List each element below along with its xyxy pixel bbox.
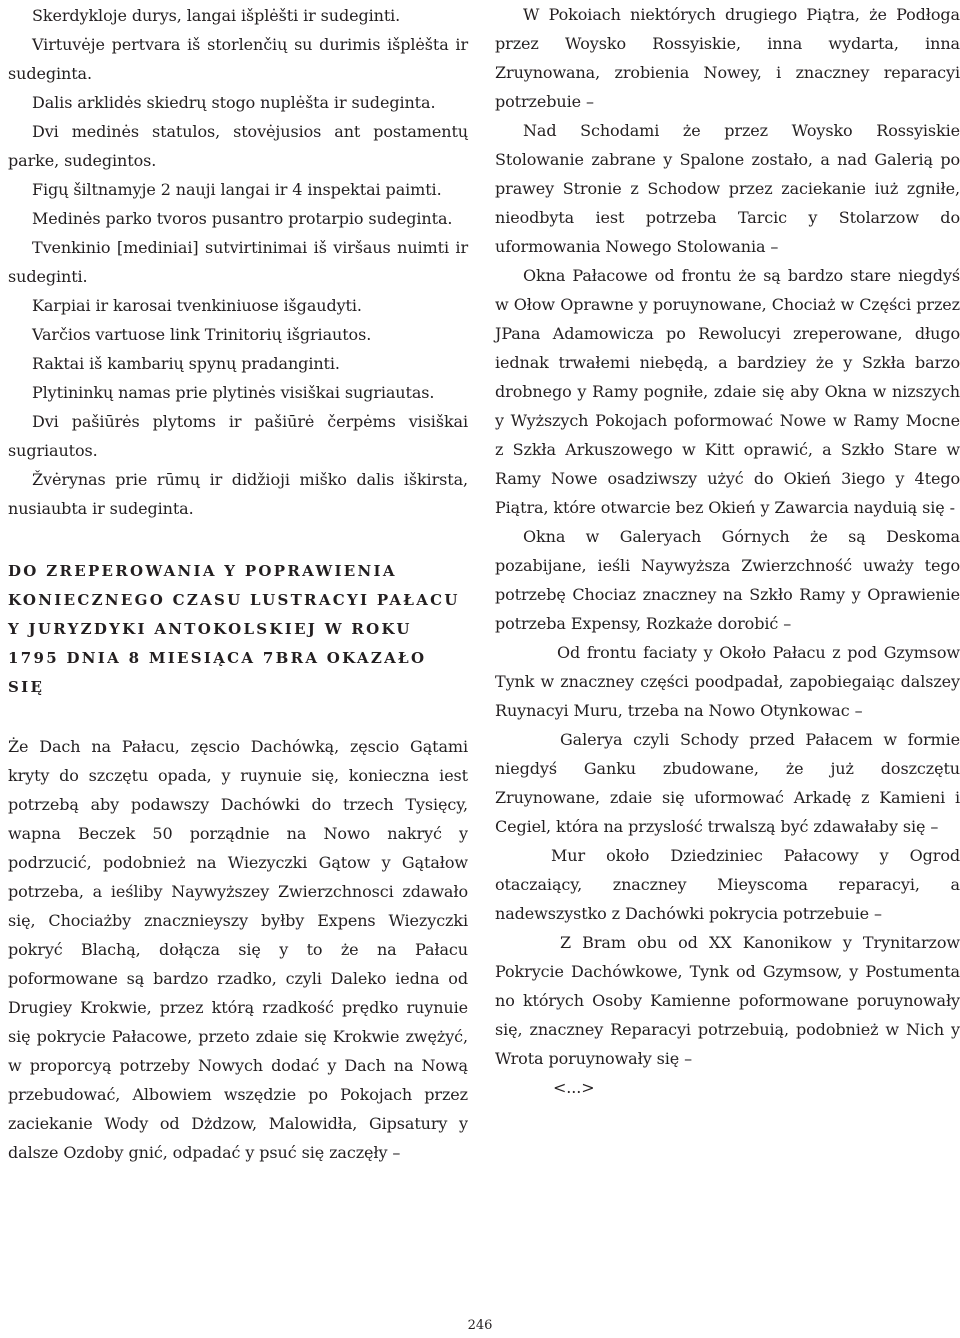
- page-number: 246: [467, 1318, 493, 1333]
- body-paragraph: Że Dach na Pałacu, zęscio Dachówką, zęscio Gątami kryty do szczętu opada, y ruynuie się, konieczna iest potrzebą aby podawszy Dachówki do trzech Tysięcy, wapna Beczek 50 porządnie na Nowo nakryć y podrzucić, podobnież na Wiezyczki Gątow y Gątałow potrzeba, a ieśliby Naywyższey Zwierzchnosci zdawało się, Chociażby znacznieyszy byłby Expens Wiezyczki pokryć Blachą, dołącza się y to że na Pałacu poformowane są bardzo rzadko, czyli Daleko iedna od Drugiey Krokwie, przez którą rzadkość prędko ruynuie się pokrycie Pałacowe, przeto zdaie się Krokwie zwężyć, w proporcyą potrzeby Nowych dodać y Dach na Nową przebudować, Albowiem wszędzie po Pokojach przez zaciekanie Wody od Dżdzow, Malowidła, Gipsatury y dalsze Ozdoby gnić, odpadać y psuć się zaczęły –: [8, 737, 468, 1162]
- list-item: Dalis arklidės skiedrų stogo nuplėšta ir sudeginta.: [32, 93, 436, 112]
- body-paragraph: Nad Schodami że przez Woysko Rossyiskie Stolowanie zabrane y Spalone zostało, a nad Galerią po prawey Stronie z Schodow przez zaciekanie iuż zgniłe, nieodbyta iest potrzeba Tarcic y Stolarzow do uformowania Nowego Stolowania –: [495, 121, 960, 256]
- list-item: Dvi medinės statulos, stovėjusios ant postamentų parke, sudegintos.: [8, 122, 468, 170]
- body-paragraph: Od frontu faciaty y Około Pałacu z pod Gzymsow Tynk w znaczney części poodpadał, zapobiegaiąc dalszey Ruynacyi Muru, trzeba na Nowo Otynkowac –: [495, 643, 960, 720]
- section-body: [8, 732, 468, 1167]
- list-item: Tvenkinio [mediniai] sutvirtinimai iš viršaus nuimti ir sudeginti.: [8, 238, 468, 286]
- body-paragraph: W Pokoiach niektórych drugiego Piątra, że Podłoga przez Woysko Rossyiskie, inna wydarta, inna Zruynowana, zrobienia Nowey, i znaczney reparacyi potrzebuie –: [495, 5, 960, 111]
- list-item: Plytininkų namas prie plytinės visiškai sugriautas.: [32, 383, 435, 402]
- list-item: Skerdykloje durys, langai išplėšti ir sudeginti.: [32, 6, 401, 25]
- list-item: Figų šiltnamyje 2 nauji langai ir 4 inspektai paimti.: [32, 180, 442, 199]
- body-paragraph: Okna Pałacowe od frontu że są bardzo stare niegdyś w Ołow Oprawne y poruynowane, Chociaż w Części przez JPana Adamowicza po Rewolucyi zreperowane, długo iednak trwałemi niebędą, a bardziey że y Szkła barzo drobnego y Ramy pogniłe, zdaie się aby Okna w nizszych y Wyższych Pokojach poformować Nowe w Ramy Mocne z Szkła Arkuszowego w Kitt oprawić, a Szkło Stare w Ramy Nowe osadziwszy użyć do Okień 3iego y 4tego Piątra, które otwarcie bez Okień y Zawarcia nayduią się -: [495, 266, 960, 517]
- list-item: Varčios vartuose link Trinitorių išgriautos.: [32, 325, 372, 344]
- list-item: Medinės parko tvoros pusantro protarpio sudeginta.: [32, 209, 453, 228]
- lithuanian-damage-list: [8, 1, 468, 523]
- right-column: [495, 0, 960, 1102]
- list-item: Žvėrynas prie rūmų ir didžioji miško dalis iškirsta, nusiaubta ir sudeginta.: [8, 470, 468, 518]
- body-paragraph: Okna w Galeryach Górnych że są Deskoma pozabijane, ieśli Naywyższa Zwierzchność uważy tego potrzebę Chociaz znaczney na Szkło Ramy y Oprawienie potrzeba Expensy, Rozkaże dorobić –: [495, 527, 960, 633]
- body-paragraph: Mur około Dziedziniec Pałacowy y Ogrod otaczaiący, znaczney Mieyscoma reparacyi, a nadewszystko z Dachówki pokrycia potrzebuie –: [495, 846, 960, 923]
- list-item: Dvi pašiūrės plytoms ir pašiūrė čerpėms visiškai sugriautos.: [8, 412, 468, 460]
- left-column: [8, 0, 468, 1167]
- omission-marker: <...>: [553, 1078, 595, 1097]
- list-item: Virtuvėje pertvara iš storlenčių su durimis išplėšta ir sudeginta.: [8, 35, 468, 83]
- body-paragraph: Z Bram obu od XX Kanonikow y Trynitarzow Pokrycie Dachówkowe, Tynk od Gzymsow, y Postumenta no których Osoby Kamienne poformowane poruynowały się, znaczney Reparacyi potrzebuią, podobnież w Nich y Wrota poruynowały się –: [495, 933, 960, 1068]
- list-item: Karpiai ir karosai tvenkiniuose išgaudyti.: [32, 296, 362, 315]
- list-item: Raktai iš kambarių spynų pradanginti.: [32, 354, 340, 373]
- section-heading: DO ZREPEROWANIA Y POPRAWIENIA KONIECZNEGO CZASU LUSTRACYI PAŁACU Y JURYZDYKI ANTOKOLSKIEJ W ROKU 1795 DNIA 8 MIESIĄCA 7BRA OKAZAŁO SIĘ: [8, 562, 460, 696]
- body-paragraph: Galerya czyli Schody przed Pałacem w formie niegdyś Ganku zbudowane, że już doszczętu Zruynowane, zdaie się uformować Arkadę z Kamieni i Cegiel, która na przyslość trwalszą być zdawałaby się –: [495, 730, 960, 836]
